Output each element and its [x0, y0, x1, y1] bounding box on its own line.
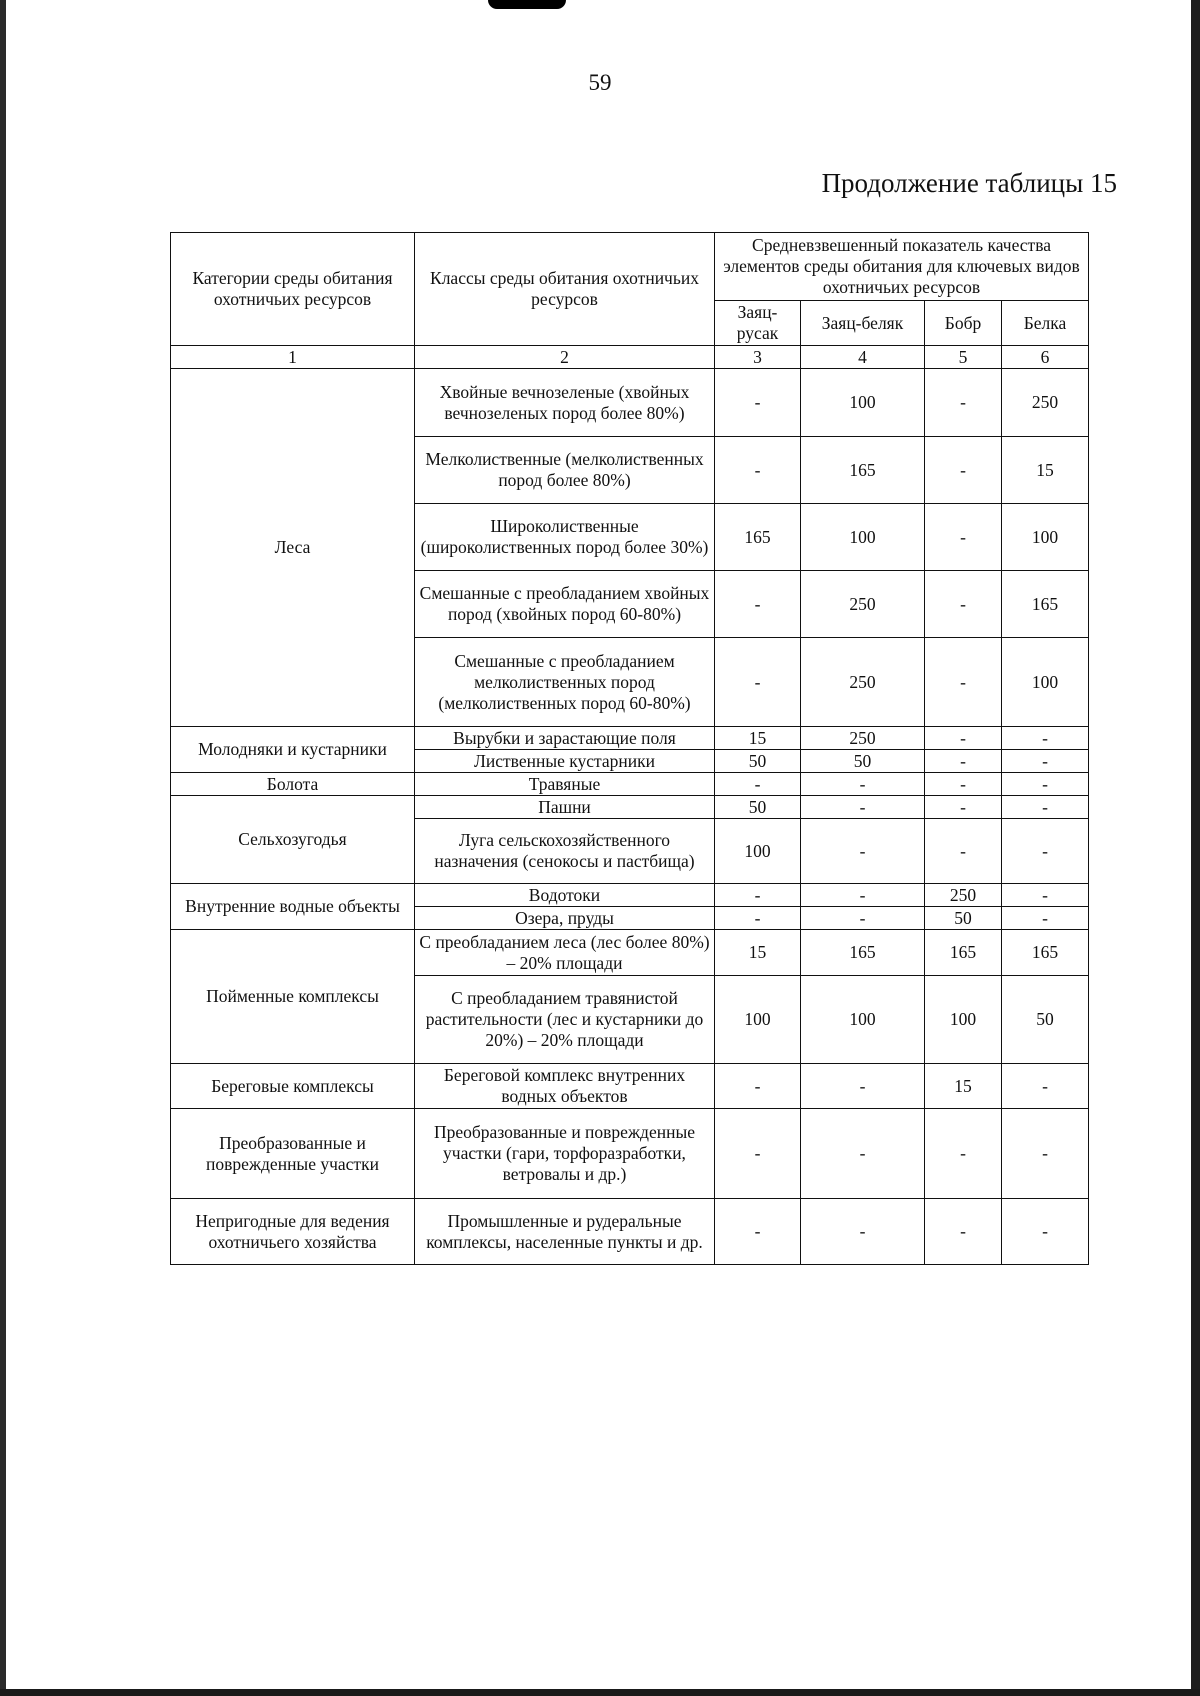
value-cell: -	[715, 773, 801, 796]
value-cell: 250	[1002, 369, 1089, 437]
value-cell: 15	[1002, 437, 1089, 504]
header-species: Заяц-беляк	[801, 301, 925, 346]
scan-top-mark	[488, 0, 566, 9]
category-cell: Пойменные комплексы	[171, 930, 415, 1064]
value-cell: 165	[1002, 571, 1089, 638]
table-row	[171, 369, 1089, 437]
column-number: 5	[925, 346, 1002, 369]
value-cell: 50	[925, 907, 1002, 930]
class-cell: Смешанные с преобладанием хвойных пород (хвойных пород 60-80%)	[415, 571, 715, 638]
value-cell: -	[801, 1199, 925, 1265]
habitat-quality-table	[170, 232, 1089, 1265]
value-cell: -	[715, 437, 801, 504]
category-cell: Молодняки и кустарники	[171, 727, 415, 773]
value-cell: -	[801, 819, 925, 884]
value-cell: 50	[1002, 976, 1089, 1064]
value-cell: -	[925, 773, 1002, 796]
value-cell: 165	[925, 930, 1002, 976]
value-cell: -	[925, 504, 1002, 571]
value-cell: -	[1002, 727, 1089, 750]
value-cell: 100	[715, 976, 801, 1064]
value-cell: 100	[925, 976, 1002, 1064]
value-cell: -	[925, 369, 1002, 437]
class-cell: Травяные	[415, 773, 715, 796]
header-species: Белка	[1002, 301, 1089, 346]
value-cell: -	[925, 1199, 1002, 1265]
value-cell: -	[1002, 907, 1089, 930]
value-cell: 50	[715, 750, 801, 773]
value-cell: -	[1002, 1199, 1089, 1265]
value-cell: 50	[715, 796, 801, 819]
value-cell: 250	[801, 571, 925, 638]
category-cell: Леса	[171, 369, 415, 727]
header-indicator: Средневзвешенный показатель качества элементов среды обитания для ключевых видов охотничьих ресурсов	[715, 233, 1089, 301]
value-cell: 250	[801, 727, 925, 750]
class-cell: Вырубки и зарастающие поля	[415, 727, 715, 750]
table-row	[171, 773, 1089, 796]
value-cell: -	[801, 1064, 925, 1109]
value-cell: -	[1002, 750, 1089, 773]
column-number: 2	[415, 346, 715, 369]
table-row	[171, 930, 1089, 976]
column-number: 6	[1002, 346, 1089, 369]
class-cell: Пашни	[415, 796, 715, 819]
value-cell: -	[925, 1109, 1002, 1199]
value-cell: -	[925, 437, 1002, 504]
value-cell: 250	[801, 638, 925, 727]
value-cell: -	[925, 638, 1002, 727]
header-species: Заяц-русак	[715, 301, 801, 346]
category-cell: Сельхозугодья	[171, 796, 415, 884]
value-cell: -	[715, 1199, 801, 1265]
value-cell: 15	[715, 727, 801, 750]
class-cell: Озера, пруды	[415, 907, 715, 930]
value-cell: -	[801, 796, 925, 819]
value-cell: 100	[715, 819, 801, 884]
value-cell: -	[715, 884, 801, 907]
class-cell: Смешанные с преобладанием мелколиственных пород (мелколиственных пород 60-80%)	[415, 638, 715, 727]
value-cell: -	[1002, 1109, 1089, 1199]
value-cell: -	[715, 907, 801, 930]
scan-edge-left	[0, 0, 6, 1696]
value-cell: -	[925, 796, 1002, 819]
scan-edge-right	[1191, 0, 1200, 1696]
value-cell: 100	[1002, 638, 1089, 727]
value-cell: -	[801, 773, 925, 796]
value-cell: -	[715, 369, 801, 437]
value-cell: -	[1002, 884, 1089, 907]
class-cell: Береговой комплекс внутренних водных объектов	[415, 1064, 715, 1109]
category-cell: Болота	[171, 773, 415, 796]
value-cell: -	[801, 907, 925, 930]
category-cell: Непригодные для ведения охотничьего хозяйства	[171, 1199, 415, 1265]
value-cell: -	[1002, 773, 1089, 796]
value-cell: 165	[1002, 930, 1089, 976]
value-cell: 100	[801, 976, 925, 1064]
header-class: Классы среды обитания охотничьих ресурсов	[415, 233, 715, 346]
value-cell: 50	[801, 750, 925, 773]
value-cell: -	[925, 727, 1002, 750]
table-row	[171, 796, 1089, 819]
value-cell: -	[925, 819, 1002, 884]
table-row	[171, 1064, 1089, 1109]
column-number: 4	[801, 346, 925, 369]
class-cell: Преобразованные и поврежденные участки (гари, торфоразработки, ветровалы и др.)	[415, 1109, 715, 1199]
class-cell: Широколиственные (широколиственных пород более 30%)	[415, 504, 715, 571]
class-cell: Мелколиственные (мелколиственных пород более 80%)	[415, 437, 715, 504]
value-cell: -	[715, 638, 801, 727]
table-row	[171, 1199, 1089, 1265]
value-cell: 165	[715, 504, 801, 571]
value-cell: -	[715, 1109, 801, 1199]
value-cell: 165	[801, 930, 925, 976]
class-cell: Промышленные и рудеральные комплексы, населенные пункты и др.	[415, 1199, 715, 1265]
value-cell: -	[925, 750, 1002, 773]
table-row	[171, 1109, 1089, 1199]
value-cell: 100	[801, 504, 925, 571]
class-cell: Луга сельскохозяйственного назначения (сенокосы и пастбища)	[415, 819, 715, 884]
category-cell: Преобразованные и поврежденные участки	[171, 1109, 415, 1199]
value-cell: -	[801, 884, 925, 907]
header-species: Бобр	[925, 301, 1002, 346]
column-number: 3	[715, 346, 801, 369]
value-cell: 15	[925, 1064, 1002, 1109]
header-category: Категории среды обитания охотничьих ресурсов	[171, 233, 415, 346]
value-cell: -	[1002, 1064, 1089, 1109]
value-cell: -	[715, 1064, 801, 1109]
value-cell: -	[715, 571, 801, 638]
value-cell: 100	[1002, 504, 1089, 571]
value-cell: -	[1002, 819, 1089, 884]
class-cell: С преобладанием травянистой растительности (лес и кустарники до 20%) – 20% площади	[415, 976, 715, 1064]
table-row	[171, 727, 1089, 750]
value-cell: 15	[715, 930, 801, 976]
table-row	[171, 884, 1089, 907]
continuation-title: Продолжение таблицы 15	[821, 168, 1117, 198]
category-cell: Береговые комплексы	[171, 1064, 415, 1109]
value-cell: 165	[801, 437, 925, 504]
value-cell: -	[1002, 796, 1089, 819]
page-number: 59	[588, 70, 612, 95]
class-cell: Хвойные вечнозеленые (хвойных вечнозеленых пород более 80%)	[415, 369, 715, 437]
column-number: 1	[171, 346, 415, 369]
value-cell: -	[801, 1109, 925, 1199]
value-cell: -	[925, 571, 1002, 638]
class-cell: Водотоки	[415, 884, 715, 907]
category-cell: Внутренние водные объекты	[171, 884, 415, 930]
class-cell: Лиственные кустарники	[415, 750, 715, 773]
scan-edge-bottom	[0, 1689, 1200, 1696]
value-cell: 250	[925, 884, 1002, 907]
value-cell: 100	[801, 369, 925, 437]
class-cell: С преобладанием леса (лес более 80%) – 20% площади	[415, 930, 715, 976]
